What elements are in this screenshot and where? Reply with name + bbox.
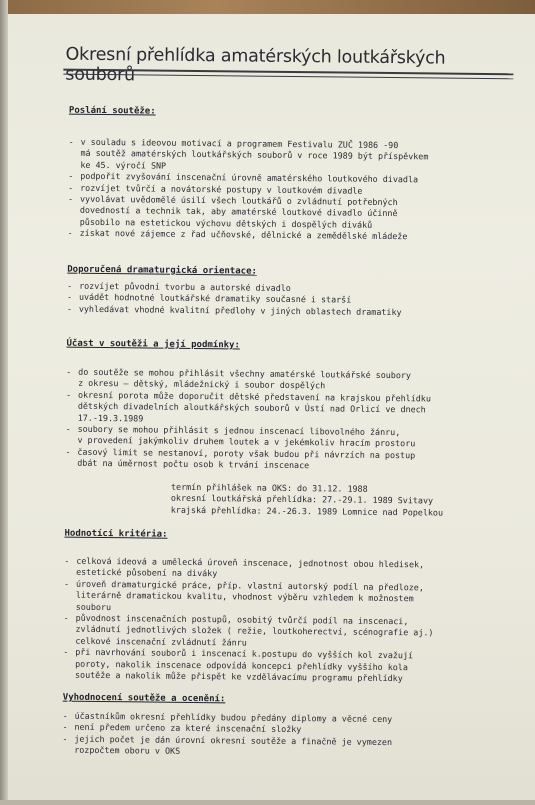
bullet-dash: - xyxy=(68,182,74,193)
list-item-line: souboru xyxy=(75,601,112,612)
list-item-line: při navrhování souborů i inscenací k.postupu do vyšších kol zvažují xyxy=(75,646,414,661)
bullet-dash: - xyxy=(62,710,68,721)
list-item-line: není předem určeno za které inscenační složky xyxy=(74,722,302,735)
document-title: Okresní přehlídka amatérských loutkářských souborů xyxy=(65,44,446,86)
list-item-line: rozpočtem oboru v OKS xyxy=(74,744,181,757)
list-item xyxy=(63,647,503,686)
list-item-line: z okresu – dětský, mládežnický i soubor dospělých xyxy=(78,378,326,391)
list-item-line: v provedení jakýmkoliv druhem loutek a v jekémkoliv hracím prostoru xyxy=(77,435,416,449)
list-item-line: celkové inscenační zvládnutí žánru xyxy=(75,635,247,648)
list-item-line: působilo na estetickou výchovu dětských i dospělých diváků xyxy=(79,216,373,230)
list-item xyxy=(63,613,503,652)
bullet-dash: - xyxy=(67,193,74,204)
bullet-dash: - xyxy=(68,170,74,181)
list-item-line: účastníkům okresní přehlídky budou předány diplomy a věcné ceny xyxy=(74,710,393,725)
list-item-line: v souladu s ideovou motivací a programem Festivalu ZUČ 1986 -90 xyxy=(80,136,399,151)
list-item-line: podpořit zvyšování inscenační úrovně amatérského loutkového divadla xyxy=(80,170,419,185)
list-item-line: úroveň dramaturgické práce, příp. vlastní autorský podíl na předloze, xyxy=(75,578,424,593)
bullet-dash: - xyxy=(63,578,70,589)
list-item-line: celková ideová a umělecká úroveň inscenace, jednotnost obou hledisek, xyxy=(76,555,425,570)
bullet-dash: - xyxy=(65,389,72,400)
list-item xyxy=(64,578,504,617)
date-line: okresní loutkářská přehlídka: 27.-29.1. 1989 Svitavy xyxy=(170,493,434,506)
list-item-line: vyvolávat uvědomělé úsilí všech loutkářů o zvládnutí potřebných xyxy=(79,193,398,208)
bullet-dash: - xyxy=(65,446,71,457)
list-item-line: estetické působení na diváky xyxy=(76,567,218,579)
list-item xyxy=(68,194,508,233)
section-heading-ucast: Účast v soutěži a její podmínky: xyxy=(66,338,240,351)
section-heading-kriteria: Hodnotící kritéria: xyxy=(64,528,168,540)
bullet-dash: - xyxy=(66,366,72,377)
list-item-line: dovedností a technik tak, aby amatérské loutkové divadlo účinně xyxy=(79,205,398,219)
section-heading-vyhodnoceni: Vyhodnocení soutěže a ocenění: xyxy=(62,692,226,705)
bullet-dash: - xyxy=(62,722,68,733)
bullet-dash: - xyxy=(66,292,73,303)
list-item-line: dětských divadelních aloutkářských souborů v Ústí nad Orlicí ve dnech xyxy=(77,400,426,415)
bullet-dash: - xyxy=(67,227,73,238)
list-item-line: má soutěž amatérských loutkářských souborů v roce 1989 být příspěvkem xyxy=(80,148,429,162)
bullet-dash: - xyxy=(68,136,74,147)
list-item-line: okresní porota může doporučit dětské představení na krajskou přehlídku xyxy=(77,389,431,404)
list-item-line: dbát na úměrnost počtu osob k trvání inscenace xyxy=(77,458,310,471)
bullet-dash: - xyxy=(65,423,71,434)
list-item-line: soutěže a nakolik může přispět ke vzdělávacímu programu přehlídky xyxy=(74,669,403,684)
list-item-line: získat nové zájemce z řad učňovské, dělnické a zemědělské mládeže xyxy=(79,228,408,242)
section-poslani-list xyxy=(68,137,509,244)
bullet-dash: - xyxy=(63,646,69,657)
bullet-dash: - xyxy=(62,733,68,744)
list-item-line: 17.-19.3.1989 xyxy=(77,412,144,424)
typewritten-sheet xyxy=(0,10,535,805)
list-item-line: uvádět hodnotné loutkářské dramatiky současné i starší xyxy=(78,292,352,306)
section-heading-doporucena: Doporučená dramaturgická orientace: xyxy=(67,264,257,277)
section-doporucena-list xyxy=(67,281,507,320)
list-item-line: jejich počet je dán úrovní okresní soutěže a finačně je vymezen xyxy=(74,733,393,747)
list-item xyxy=(62,733,502,760)
bullet-dash: - xyxy=(63,612,69,623)
list-item xyxy=(65,446,505,473)
date-line: termín přihlášek na OKS: do 31.12. 1988 xyxy=(170,481,368,494)
list-item-line: literárně dramatickou kvalitu, vhodnost výběru vzhledem k možnostem xyxy=(75,589,414,604)
list-item-line: vyhledávat vhodné kvalitní předlohy v jiných oblastech dramatiky xyxy=(78,303,402,317)
dates-block xyxy=(171,482,444,519)
list-item-line: ke 45. výročí SNP xyxy=(80,159,167,171)
list-item xyxy=(68,137,508,176)
section-heading-poslani: Poslání soutěže: xyxy=(68,105,156,117)
section-ucast-list xyxy=(65,367,506,474)
list-item-line: časový limit se nestanoví, poroty však budou při návrzích na postup xyxy=(77,446,416,461)
bullet-dash: - xyxy=(67,280,73,291)
section-vyhodnoceni-list xyxy=(62,711,502,761)
date-line: krajská přehlídka: 24.-26.3. 1989 Lomnice nad Popelkou xyxy=(170,504,444,518)
list-item-line: rozvíjet tvůrčí a novátorské postupy v loutkovém divadle xyxy=(80,182,363,196)
list-item-line: poroty, nakolik inscenace odpovídá koncepci přehlídky vyššího kola xyxy=(75,658,408,672)
list-item-line: původnost inscenačních postupů, osobitý tvůrčí podíl na inscenaci, xyxy=(75,612,409,627)
list-item-line: soubory se mohou přihlásit s jednou inscenací libovolného žánru, xyxy=(77,423,401,438)
section-kriteria-list xyxy=(63,556,504,686)
list-item xyxy=(66,389,506,428)
list-item-line: zvládnutí jednotlivých složek ( režie, loutkoherectví, scénografie aj.) xyxy=(75,624,434,638)
list-item-line: rozvíjet původní tvorbu a autorské divadlo xyxy=(79,280,291,293)
bullet-dash: - xyxy=(64,555,70,566)
bullet-dash: - xyxy=(66,303,72,314)
list-item-line: do soutěže se mohou přihlásit všechny amatérské loutkářské soubory xyxy=(78,366,412,381)
